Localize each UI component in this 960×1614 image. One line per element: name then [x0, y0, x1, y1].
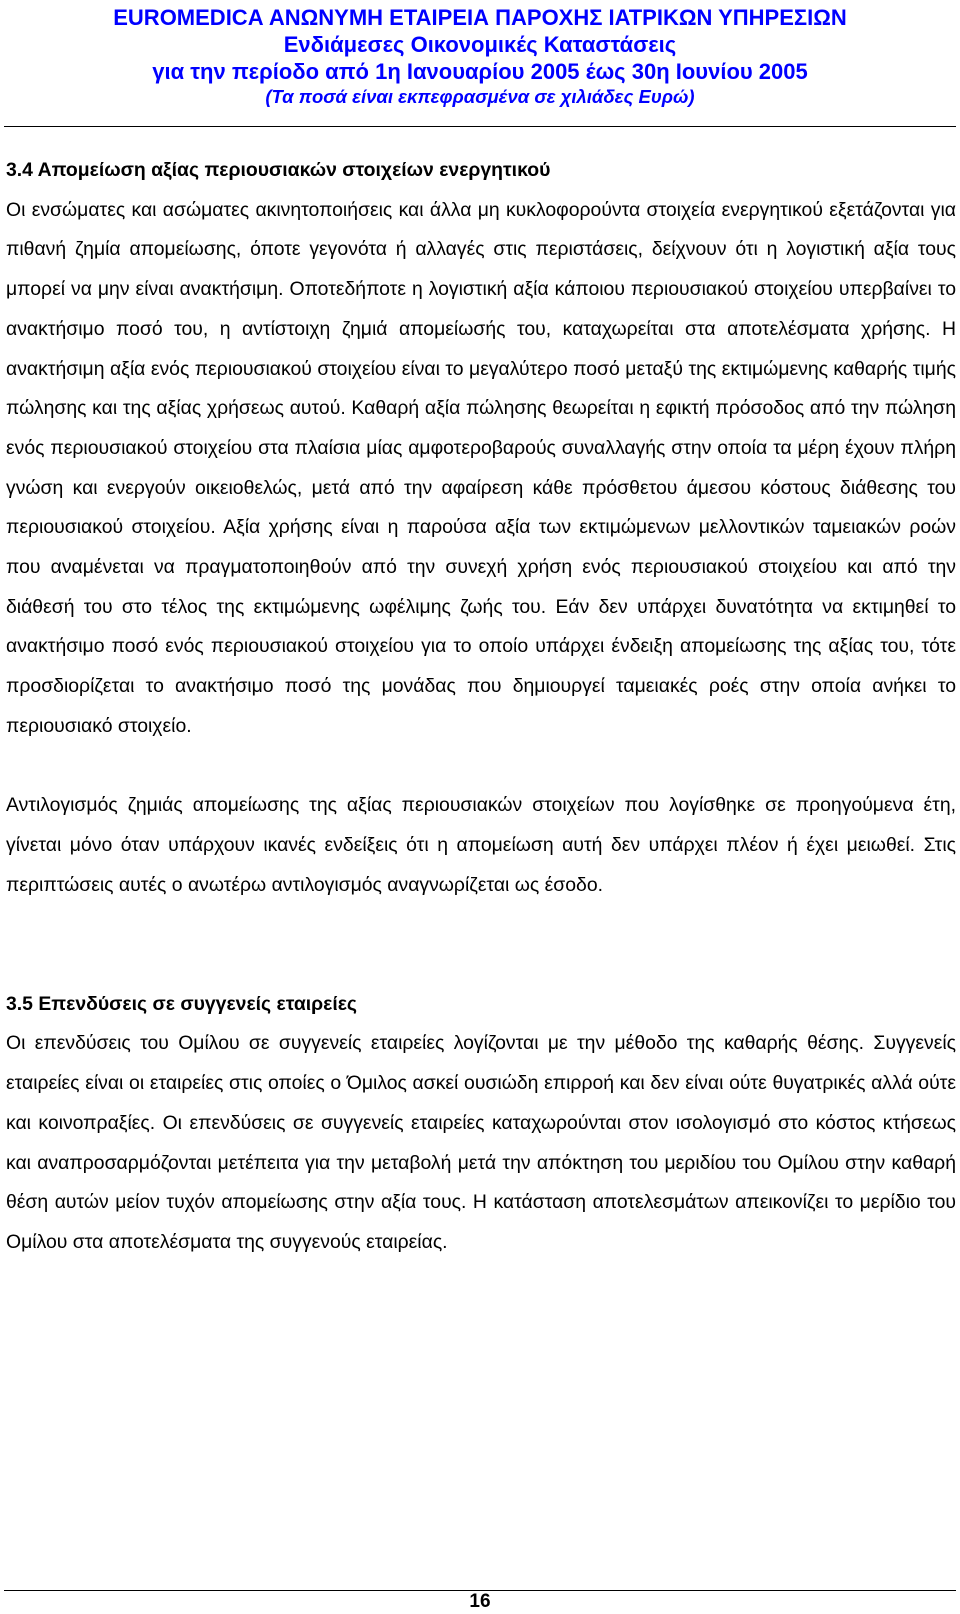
report-title: Ενδιάμεσες Οικονομικές Καταστάσεις [283, 32, 677, 57]
section-heading: 3.4 Απομείωση αξίας περιουσιακών στοιχείων ενεργητικού [6, 159, 551, 181]
page-number: 16 [469, 1591, 491, 1612]
paragraph: Οι ενσώματες και ασώματες ακινητοποιήσεις και άλλα μη κυκλοφορούντα στοιχεία ενεργητικού εξετάζονται για πιθανή ζημία απομείωσης, όποτε γεγονότα ή αλλαγές στις περιστάσεις, δείχνουν ότι η λογιστική αξία τους μπορεί να μην είναι ανακτήσιμη. Οποτεδήποτε η λογιστική αξία κάποιου περιουσιακού στοιχείου υπερβαίνει το ανακτήσιμο ποσό του, η αντίστοιχη ζημιά απομείωσής του, καταχωρείται στα αποτελέσματα χρήσης. Η ανακτήσιμη αξία ενός περιουσιακού στοιχείου είναι το μεγαλύτερο ποσό μεταξύ της εκτιμώμενης καθαρής τιμής πώλησης και της αξίας χρήσεως αυτού. Καθαρή αξία πώλησης θεωρείται η εφικτή πρόσοδος από την πώληση ενός περιουσιακού στοιχείου στα πλαίσια μίας αμφοτεροβαρούς συναλλαγής στην οποία τα μέρη έχουν πλήρη γνώση και ενεργούν οικειοθελώς, μετά από την αφαίρεση κάθε πρόσθετου άμεσου κόστους διάθεσης του περιουσιακού στοιχείου. Αξία χρήσης είναι η παρούσα αξία των εκτιμώμενων μελλοντικών ταμειακών ροών που αναμένεται να πραγματοποιηθούν από την συνεχή χρήση ενός περιουσιακού στοιχείου και από την διάθεσή του στο τέλος της εκτιμώμενης ωφέλιμης ζωής του. Εάν δεν υπάρχει δυνατότητα να εκτιμηθεί το ανακτήσιμο ποσό ενός περιουσιακού στοιχείου για το οποίο υπάρχει ένδειξη απομείωσης της αξίας του, τότε προσδιορίζεται το ανακτήσιμο ποσό της μονάδας που δημιουργεί ταμειακές ροές στην οποία ανήκει το περιουσιακό στοιχείο. [6, 198, 956, 737]
report-period: για την περίοδο από 1η Ιανουαρίου 2005 έως 30η Ιουνίου 2005 [152, 59, 808, 84]
section-associates [6, 985, 956, 1263]
paragraph: Αντιλογισμός ζημιάς απομείωσης της αξίας περιουσιακών στοιχείων που λογίσθηκε σε προηγούμενα έτη, γίνεται μόνο όταν υπάρχουν ικανές ενδείξεις ότι η απομείωση αυτή δεν υπάρχει πλέον ή έχει μειωθεί. Στις περιπτώσεις αυτές ο ανωτέρω αντιλογισμός αναγνωρίζεται ως έσοδο. [6, 794, 956, 896]
company-name: EUROMEDICA ΑΝΩΝΥΜΗ ΕΤΑΙΡΕΙΑ ΠΑΡΟΧΗΣ ΙΑΤΡΙΚΩΝ ΥΠΗΡΕΣΙΩΝ [113, 5, 847, 30]
paragraph: Οι επενδύσεις του Ομίλου σε συγγενείς εταιρείες λογίζονται με την μέθοδο της καθαρής θέσης. Συγγενείς εταιρείες είναι οι εταιρείες στις οποίες ο Όμιλος ασκεί ουσιώδη επιρροή και δεν είναι ούτε θυγατρικές αλλά ούτε και κοινοπραξίες. Οι επενδύσεις σε συγγενείς εταιρείες καταχωρούνται στον ισολογισμό στο κόστος κτήσεως και αναπροσαρμόζονται μετέπειτα για την μεταβολή μετά την απόκτηση του μεριδίου του Ομίλου στην καθαρή θέση αυτών μείον τυχόν απομείωσης στην αξία τους. Η κατάσταση αποτελεσμάτων απεικονίζει το μερίδιο του Ομίλου στα αποτελέσματα της συγγενούς εταιρείας. [6, 1032, 956, 1253]
document-body [6, 151, 956, 1263]
section-spacer [6, 905, 956, 984]
section-heading: 3.5 Επενδύσεις σε συγγενείς εταιρείες [6, 992, 358, 1015]
paragraph-spacer [6, 747, 956, 787]
page-header [0, 4, 960, 109]
section-impairment [6, 151, 956, 905]
header-divider [4, 126, 956, 127]
currency-note: (Τα ποσά είναι εκπεφρασμένα σε χιλιάδες Ευρώ) [265, 86, 695, 107]
